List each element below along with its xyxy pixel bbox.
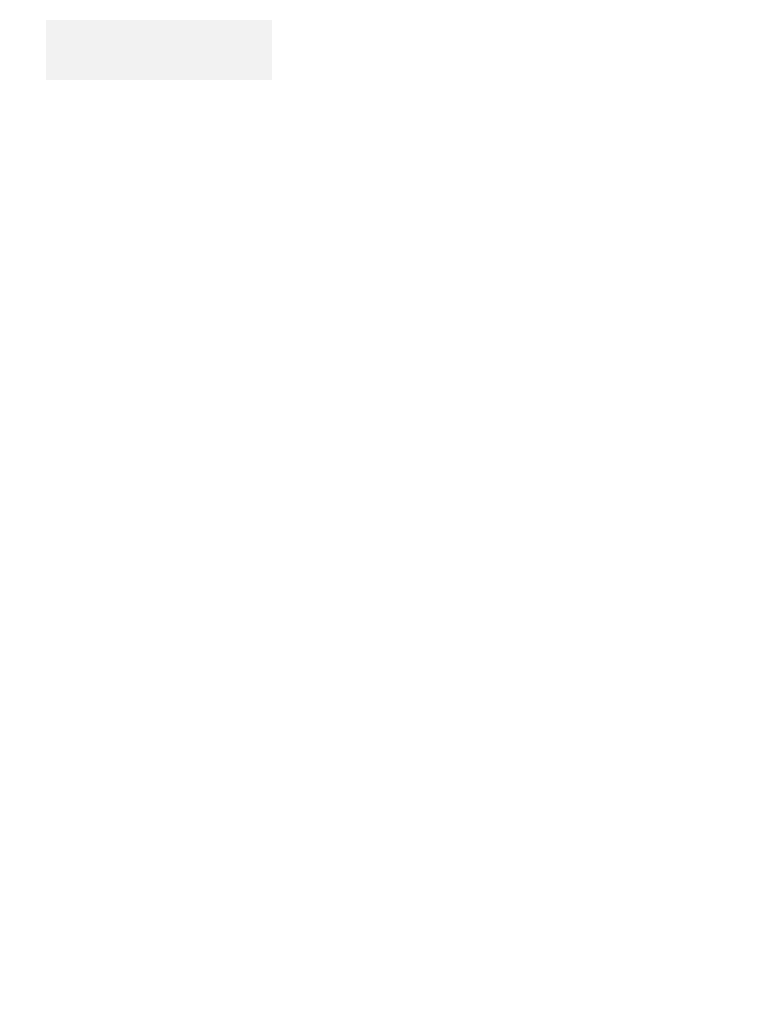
university-logo	[46, 20, 272, 80]
print-date	[712, 31, 720, 38]
